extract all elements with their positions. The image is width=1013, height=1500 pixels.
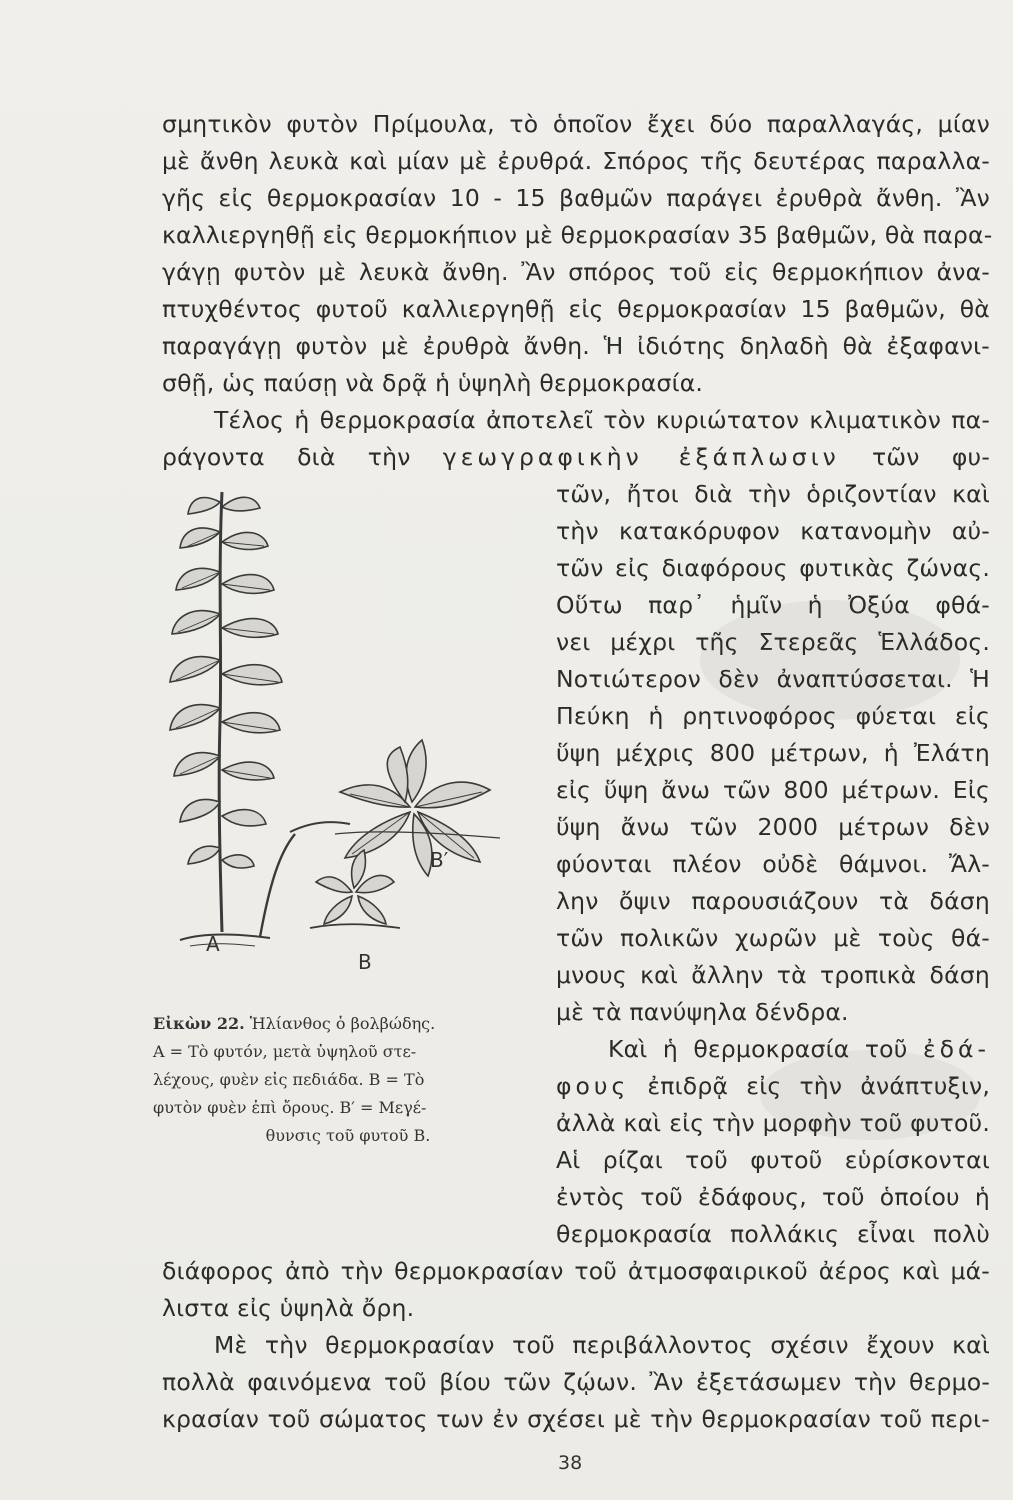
text-line: γῆς εἰς θερμοκρασίαν 10 - 15 βαθμῶν παράγει ἐρυθρὰ ἄνθη. Ἂν <box>162 184 990 212</box>
text-line: τῶν εἰς διαφόρους φυτικὰς ζώνας. <box>556 554 990 582</box>
text-line: Τέλος ἡ θερμοκρασία ἀποτελεῖ τὸν κυριώτατον κλιματικὸν πα- <box>214 406 990 434</box>
caption-title: Εἰκὼν 22. <box>153 1014 245 1033</box>
text-segment: ἐπιδρᾷ εἰς τὴν ἀνάπτυξιν, <box>647 1072 990 1100</box>
plant-illustration-figure <box>160 462 550 1002</box>
figure-label-b: B <box>358 950 372 974</box>
text-line: λιστα εἰς ὑψηλὰ ὄρη. <box>162 1294 415 1322</box>
emphasized-spaced-text: ἐδά- <box>922 1035 990 1063</box>
caption-line <box>153 1010 543 1038</box>
text-line: ὕψη μέχρις 800 μέτρων, ἡ Ἐλάτη <box>556 739 990 767</box>
figure-caption <box>153 1010 543 1150</box>
text-line: καλλιεργηθῇ εἰς θερμοκήπιον μὲ θερμοκρασίαν 35 βαθμῶν, θὰ παρα- <box>162 221 993 249</box>
text-line: ὕψη ἄνω τῶν 2000 μέτρων δὲν <box>556 813 990 841</box>
text-line: πολλὰ φαινόμενα τοῦ βίου τῶν ζῴων. Ἂν ἐξετάσωμεν τὴν θερμο- <box>162 1368 990 1396</box>
text-line: Οὕτω παρ᾽ ἡμῖν ἡ Ὀξύα φθά- <box>556 591 990 619</box>
text-segment: Καὶ ἡ θερμοκρασία τοῦ <box>608 1035 908 1063</box>
text-line: θερμοκρασία πολλάκις εἶναι πολὺ <box>556 1220 990 1248</box>
text-line: διάφορος ἀπὸ τὴν θερμοκρασίαν τοῦ ἀτμοσφαιρικοῦ ἀέρος καὶ μά- <box>162 1257 990 1285</box>
text-line: ἀλλὰ καὶ εἰς τὴν μορφὴν τοῦ φυτοῦ. <box>556 1109 990 1137</box>
text-line: εἰς ὕψη ἄνω τῶν 800 μέτρων. Εἰς <box>556 776 990 804</box>
emphasized-spaced-text: φους <box>556 1072 630 1100</box>
text-line: Νοτιώτερον δὲν ἀναπτύσσεται. Ἡ <box>556 665 990 693</box>
text-line: μνους καὶ ἄλλην τὰ τροπικὰ δάση <box>556 961 990 989</box>
text-line-spaced <box>556 1070 990 1102</box>
text-line: παραγάγῃ φυτὸν μὲ ἐρυθρὰ ἄνθη. Ἡ ἰδιότης δηλαδὴ θὰ ἐξαφανι- <box>162 332 990 360</box>
plant-drawing <box>160 462 550 1002</box>
text-line: ἐντὸς τοῦ ἐδάφους, τοῦ ὁποίου ἡ <box>556 1183 990 1211</box>
text-line: κρασίαν τοῦ σώματος των ἐν σχέσει μὲ τὴν θερμοκρασίαν τοῦ περι- <box>162 1405 990 1433</box>
caption-line: λέχους, φυὲν εἰς πεδιάδα. B = Τὸ <box>153 1070 425 1089</box>
caption-text: Ἡλίανθος ὁ βολβώδης. <box>249 1014 436 1033</box>
text-line: σθῇ, ὡς παύσῃ νὰ δρᾷ ἡ ὑψηλὴ θερμοκρασία. <box>162 369 704 397</box>
text-line: νει μέχρι τῆς Στερεᾶς Ἑλλάδος. <box>556 628 990 656</box>
text-line: Μὲ τὴν θερμοκρασίαν τοῦ περιβάλλοντος σχέσιν ἔχουν καὶ <box>214 1331 990 1359</box>
text-segment: τῶν φυ- <box>872 443 991 471</box>
figure-label-a: A <box>206 932 220 956</box>
caption-line: A = Τὸ φυτόν, μετὰ ὑψηλοῦ στε- <box>153 1042 417 1061</box>
text-line: τὴν κατακόρυφον κατανομὴν αὐ- <box>556 517 990 545</box>
caption-line: θυνσις τοῦ φυτοῦ B. <box>265 1126 431 1145</box>
text-line: Αἱ ρίζαι τοῦ φυτοῦ εὑρίσκονται <box>556 1146 990 1174</box>
text-line: τῶν, ἤτοι διὰ τὴν ὁριζοντίαν καὶ <box>556 480 990 508</box>
text-line-spaced <box>556 1033 990 1065</box>
text-line: Πεύκη ἡ ρητινοφόρος φύεται εἰς <box>556 702 990 730</box>
caption-line: φυτὸν φυὲν ἐπὶ ὄρους. B′ = Μεγέ- <box>153 1098 427 1117</box>
text-line: σμητικὸν φυτὸν Πρίμουλα, τὸ ὁποῖον ἔχει δύο παραλλαγάς, μίαν <box>162 110 990 138</box>
text-line: γάγῃ φυτὸν μὲ λευκὰ ἄνθη. Ἂν σπόρος τοῦ εἰς θερμοκήπιον ἀνα- <box>162 258 990 286</box>
page-number: 38 <box>558 1452 583 1474</box>
text-line: τῶν πολικῶν χωρῶν μὲ τοὺς θά- <box>556 924 990 952</box>
emphasized-spaced-text: γεωγραφικὴν ἐξάπλωσιν <box>442 443 840 471</box>
text-line: λην ὄψιν παρουσιάζουν τὰ δάση <box>556 887 990 915</box>
text-line: φύονται πλέον οὐδὲ θάμνοι. Ἄλ- <box>556 850 990 878</box>
figure-label-b-prime: B′ <box>430 848 449 872</box>
text-segment: ράγοντα διὰ τὴν <box>162 443 411 471</box>
text-line: μὲ τὰ πανύψηλα δένδρα. <box>556 998 849 1026</box>
text-line: μὲ ἄνθη λευκὰ καὶ μίαν μὲ ἐρυθρά. Σπόρος τῆς δευτέρας παραλλα- <box>162 147 990 175</box>
text-line: πτυχθέντος φυτοῦ καλλιεργηθῇ εἰς θερμοκρασίαν 15 βαθμῶν, θὰ <box>162 295 990 323</box>
